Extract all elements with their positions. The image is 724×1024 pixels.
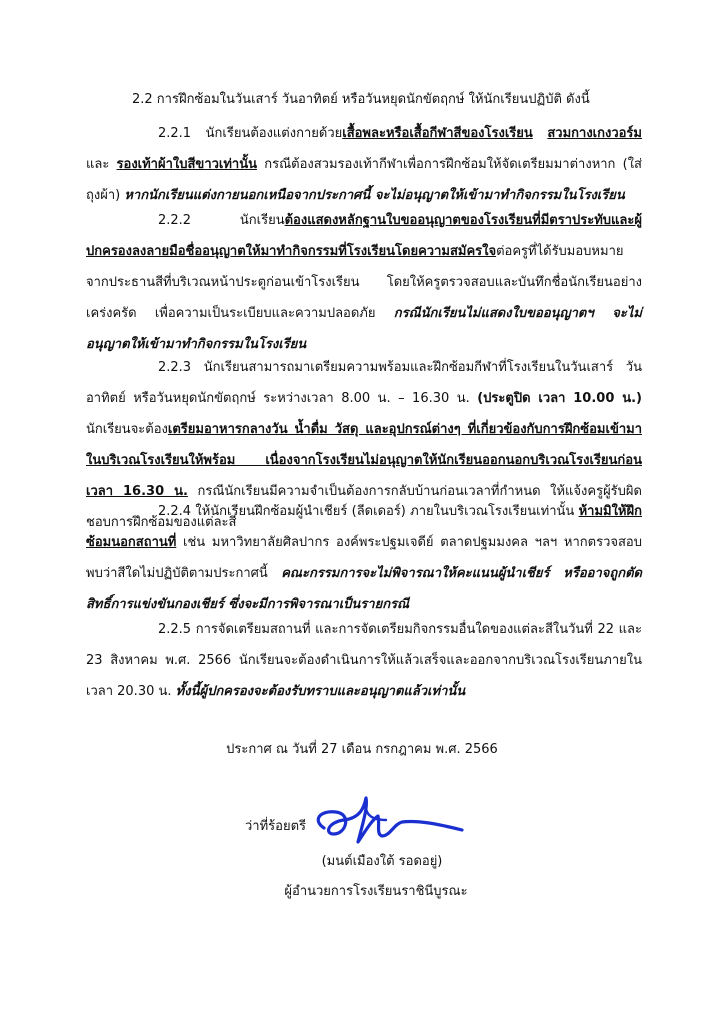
clause-2-2-5 — [86, 614, 642, 707]
warning-text: คณะกรรมการจะไม่พิจารณาให้คะแนนผู้นำเชียร์ หรืออาจถูกตัดสิทธิ์การแข่งขันกองเชียร์ ซึ่งจะมีการพิจารณาเป็นรายกรณี — [86, 566, 642, 612]
emphasis: เตรียมอาหารกลางวัน น้ำดื่ม วัสดุ และอุปกรณ์ต่างๆ ที่เกี่ยวข้องกับการฝึกซ้อมเข้ามาในบริเวณโรงเรียนให้พร้อม เนื่องจากโรงเรียนไม่อนุญาตให้นักเรียนออกนอกบริเวณโรงเรียนก่อนเวลา 16.30 น. — [86, 422, 642, 499]
signature-mark — [306, 790, 476, 850]
clause-2-2-4 — [86, 496, 642, 620]
signer-name: (มนต์เมืองใต้ รอดอยู่) — [321, 854, 443, 869]
text: และ — [86, 157, 117, 172]
signer-rank-label: ว่าที่ร้อยตรี — [245, 819, 307, 834]
text: 2.2.4 ให้นักเรียนฝึกซ้อมผู้นำเชียร์ (ลีดเดอร์) ภายในบริเวณโรงเรียนเท่านั้น — [158, 504, 579, 519]
text: 2.2.5 การจัดเตรียมสถานที่ และการจัดเตรียมกิจกรรมอื่นใดของแต่ละสีในวันที่ 22 และ 23 สิงหาคม พ.ศ. 2566 นักเรียนจะต้องดำเนินการให้แล้วเสร็จและออกจากบริเวณโรงเรียนภายในเวลา 20.30 น. — [86, 622, 642, 699]
text: ต่อครูที่ได้รับมอบหมายจากประธานสีที่บริเวณหน้าประตูก่อนเข้าโรงเรียน โดยให้ครูตรวจสอบและบันทึกชื่อนักเรียนอย่างเคร่งครัด เพื่อความเป็นระเบียบและความปลอดภัย — [86, 244, 642, 321]
text: 2.2.3 นักเรียนสามารถมาเตรียมความพร้อมและฝึกซ้อมกีฬาที่โรงเรียนในวันเสาร์ วันอาทิตย์ หรือวันหยุดนักขัตฤกษ์ ระหว่างเวลา 8.00 น. – 16.30 น. — [86, 360, 642, 406]
text: กรณีนักเรียนมีความจำเป็นต้องการกลับบ้านก่อนเวลาที่กำหนด ให้แจ้งครูผู้รับผิดชอบการฝึกซ้อมของแต่ละสี — [86, 484, 642, 530]
clause-2-2-2 — [86, 205, 642, 360]
text: 2.2.2 นักเรียน — [158, 213, 285, 228]
warning-text: ทั้งนี้ผู้ปกครองจะต้องรับทราบและอนุญาตแล้วเท่านั้น — [175, 684, 466, 699]
emphasis: เสื้อพละหรือเสื้อกีฬาสีของโรงเรียน — [342, 126, 533, 141]
emphasis: รองเท้าผ้าใบสีขาวเท่านั้น — [116, 157, 258, 172]
text: นักเรียนจะต้อง — [86, 422, 168, 437]
warning-text: กรณีนักเรียนไม่แสดงใบขออนุญาตฯ จะไม่อนุญาตให้เข้ามาทำกิจกรรมในโรงเรียน — [86, 306, 643, 352]
emphasis: ห้ามมิให้ฝึกซ้อมนอกสถานที่ — [86, 504, 642, 550]
text: กรณีต้องสวมรองเท้ากีฬาเพื่อการฝึกซ้อมให้จัดเตรียมมาต่างหาก (ใส่ถุงผ้า) — [86, 157, 642, 203]
emphasis: ต้องแสดงหลักฐานใบขออนุญาตของโรงเรียนที่มีตราประทับและผู้ปกครองลงลายมือชื่ออนุญาตให้มาทำกิจกรรมที่โรงเรียนโดยความสมัครใจ — [86, 213, 642, 259]
emphasis: (ประตูปิด เวลา 10.00 น.) — [477, 391, 642, 406]
text: 2.2.1 นักเรียนต้องแต่งกายด้วย — [158, 126, 343, 141]
text: เช่น มหาวิทยาลัยศิลปากร องค์พระปฐมเจดีย์ ตลาดปฐมมงคล ฯลฯ หากตรวจสอบพบว่าสีใดไม่ปฏิบัติตามประกาศนี้ — [86, 535, 642, 581]
text — [533, 126, 548, 141]
signer-position: ผู้อำนวยการโรงเรียนราชินีบูรณะ — [284, 884, 468, 899]
warning-text: หากนักเรียนแต่งกายนอกเหนือจากประกาศนี้ จะไม่อนุญาตให้เข้ามาทำกิจกรรมในโรงเรียน — [124, 188, 625, 203]
signature-stroke — [318, 798, 462, 842]
emphasis: สวมกางเกงวอร์ม — [547, 126, 642, 141]
announcement-date: ประกาศ ณ วันที่ 27 เดือน กรกฎาคม พ.ศ. 2566 — [226, 742, 498, 757]
clause-2-2-1 — [86, 118, 642, 211]
section-heading: 2.2 การฝึกซ้อมในวันเสาร์ วันอาทิตย์ หรือวันหยุดนักขัตฤกษ์ ให้นักเรียนปฏิบัติ ดังนี้ — [132, 92, 590, 107]
